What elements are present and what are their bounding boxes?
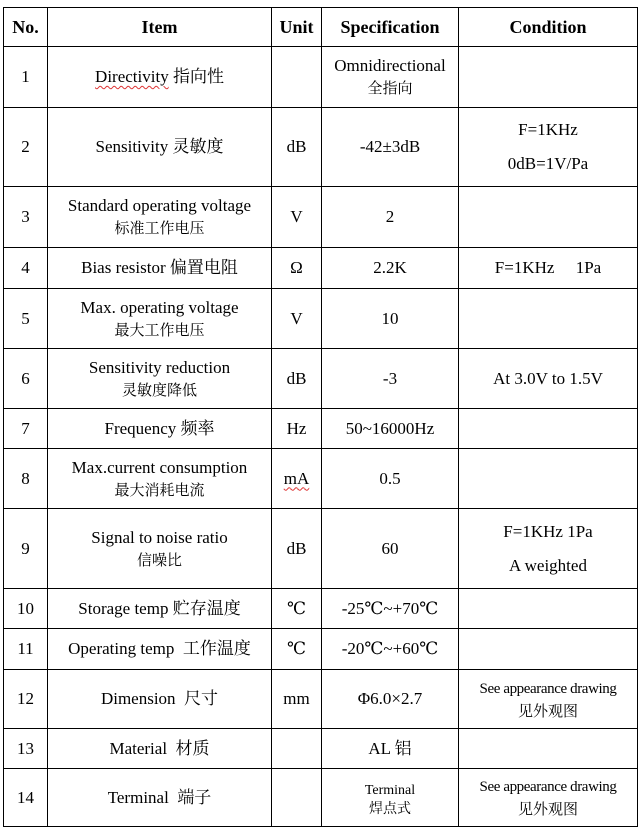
- item-cn: 端子: [177, 787, 212, 807]
- table-row: [4, 670, 638, 729]
- table-row: [4, 449, 638, 509]
- row-number: 14: [4, 769, 48, 827]
- condition-cell: [459, 108, 638, 187]
- table-row: [4, 769, 638, 827]
- item-cn: 灵敏度: [172, 137, 224, 156]
- condition-cell: [459, 187, 638, 248]
- table-row: [4, 289, 638, 349]
- spec-cell: [322, 47, 459, 108]
- row-number: 11: [4, 629, 48, 670]
- unit-value: mA: [283, 468, 310, 488]
- table-row: [4, 108, 638, 187]
- condition-cell: [459, 289, 638, 349]
- header-item: Item: [48, 8, 272, 47]
- item-cn: 材质: [175, 738, 210, 758]
- table-header-row: [4, 8, 638, 47]
- condition-cell: At 3.0V to 1.5V: [459, 349, 638, 409]
- unit-cell: dB: [272, 108, 322, 187]
- unit-cell: dB: [272, 509, 322, 589]
- spec-cell: Φ6.0×2.7: [322, 670, 459, 729]
- condition-cell: [459, 670, 638, 729]
- spec-cn: 全指向: [367, 81, 413, 97]
- item-en: Max.current consumption: [71, 457, 248, 477]
- item-cn: 标准工作电压: [114, 221, 205, 237]
- spec-cell: AL 铝: [322, 729, 459, 769]
- spec-cell: 50~16000Hz: [322, 409, 459, 449]
- item-cell: [48, 509, 272, 589]
- item-en: Operating temp: [68, 639, 175, 658]
- condition-cell: F=1KHz 1Pa: [459, 248, 638, 289]
- condition-line-1: See appearance drawing: [479, 680, 617, 697]
- item-cn: 信噪比: [136, 552, 182, 569]
- item-en: Standard operating voltage: [67, 196, 252, 215]
- item-en: Bias resistor: [81, 258, 166, 277]
- item-en: Sensitivity reduction: [88, 357, 231, 377]
- spec-cn: 焊点式: [369, 801, 411, 817]
- row-number: 6: [4, 349, 48, 409]
- table-row: [4, 349, 638, 409]
- row-number: 2: [4, 108, 48, 187]
- header-condition: Condition: [459, 8, 638, 47]
- row-number: 8: [4, 449, 48, 509]
- spec-cell: 10: [322, 289, 459, 349]
- condition-line-1: F=1KHz: [518, 120, 578, 139]
- item-cn: 工作温度: [182, 639, 251, 658]
- unit-cell: V: [272, 187, 322, 248]
- unit-cell: [272, 769, 322, 827]
- unit-cell: [272, 729, 322, 769]
- header-spec: Specification: [322, 8, 459, 47]
- unit-cell: [272, 47, 322, 108]
- item-en: Material: [109, 738, 168, 758]
- condition-line-2: 见外观图: [517, 703, 578, 720]
- table-row: [4, 629, 638, 670]
- item-cell: [48, 729, 272, 769]
- row-number: 10: [4, 589, 48, 629]
- unit-cell: mm: [272, 670, 322, 729]
- condition-cell: [459, 729, 638, 769]
- item-en: Directivity: [95, 67, 169, 86]
- item-cn: 最大消耗电流: [114, 482, 205, 499]
- condition-line-2: 0dB=1V/Pa: [507, 154, 589, 173]
- spec-cell: -20℃~+60℃: [322, 629, 459, 670]
- unit-cell: ℃: [272, 589, 322, 629]
- item-en: Signal to noise ratio: [91, 527, 228, 547]
- spec-cell: 0.5: [322, 449, 459, 509]
- item-cn: 偏置电阻: [169, 258, 238, 277]
- condition-cell: [459, 409, 638, 449]
- item-cn: 指向性: [172, 67, 224, 86]
- condition-cell: [459, 769, 638, 827]
- table-row: [4, 729, 638, 769]
- item-cell: [48, 289, 272, 349]
- table-row: [4, 409, 638, 449]
- item-en: Sensitivity: [95, 137, 169, 156]
- unit-cell: [272, 449, 322, 509]
- table-row: [4, 47, 638, 108]
- condition-cell: [459, 449, 638, 509]
- row-number: 4: [4, 248, 48, 289]
- item-cell: [48, 248, 272, 289]
- condition-line-1: See appearance drawing: [479, 779, 617, 795]
- specification-table: [3, 7, 638, 827]
- item-cn: 最大工作电压: [114, 322, 205, 339]
- item-cell: [48, 589, 272, 629]
- table-row: [4, 509, 638, 589]
- spec-value: Terminal: [364, 782, 416, 798]
- item-cell: [48, 769, 272, 827]
- spec-cell: -3: [322, 349, 459, 409]
- item-cell: [48, 187, 272, 248]
- unit-cell: Ω: [272, 248, 322, 289]
- table-row: [4, 589, 638, 629]
- header-unit: Unit: [272, 8, 322, 47]
- condition-cell: [459, 47, 638, 108]
- unit-cell: dB: [272, 349, 322, 409]
- row-number: 7: [4, 409, 48, 449]
- item-cell: [48, 409, 272, 449]
- item-cn: 频率: [180, 418, 215, 438]
- item-cell: [48, 629, 272, 670]
- row-number: 9: [4, 509, 48, 589]
- header-no: No.: [4, 8, 48, 47]
- spec-value: Omnidirectional: [334, 56, 446, 75]
- row-number: 1: [4, 47, 48, 108]
- condition-line-2: 见外观图: [517, 802, 578, 818]
- unit-cell: Hz: [272, 409, 322, 449]
- spec-cell: 60: [322, 509, 459, 589]
- condition-cell: [459, 629, 638, 670]
- condition-cell: [459, 509, 638, 589]
- spec-cell: 2: [322, 187, 459, 248]
- row-number: 3: [4, 187, 48, 248]
- spec-cell: 2.2K: [322, 248, 459, 289]
- condition-line-2: A weighted: [509, 555, 587, 575]
- unit-cell: V: [272, 289, 322, 349]
- item-cn: 尺寸: [184, 689, 219, 708]
- spec-cell: -42±3dB: [322, 108, 459, 187]
- spec-cell: [322, 769, 459, 827]
- row-number: 12: [4, 670, 48, 729]
- item-en: Terminal: [107, 787, 169, 807]
- item-en: Frequency: [104, 418, 177, 438]
- table-row: [4, 248, 638, 289]
- unit-cell: ℃: [272, 629, 322, 670]
- item-cell: [48, 47, 272, 108]
- item-cell: [48, 670, 272, 729]
- item-en: Max. operating voltage: [80, 297, 239, 317]
- spec-cell: -25℃~+70℃: [322, 589, 459, 629]
- item-cn: 贮存温度: [172, 598, 241, 618]
- item-en: Dimension: [100, 689, 176, 708]
- item-cn: 灵敏度降低: [121, 382, 197, 399]
- item-cell: [48, 349, 272, 409]
- item-cell: [48, 449, 272, 509]
- item-cell: [48, 108, 272, 187]
- table-row: [4, 187, 638, 248]
- item-en: Storage temp: [78, 598, 169, 618]
- condition-cell: [459, 589, 638, 629]
- row-number: 5: [4, 289, 48, 349]
- row-number: 13: [4, 729, 48, 769]
- condition-line-1: F=1KHz 1Pa: [503, 521, 593, 541]
